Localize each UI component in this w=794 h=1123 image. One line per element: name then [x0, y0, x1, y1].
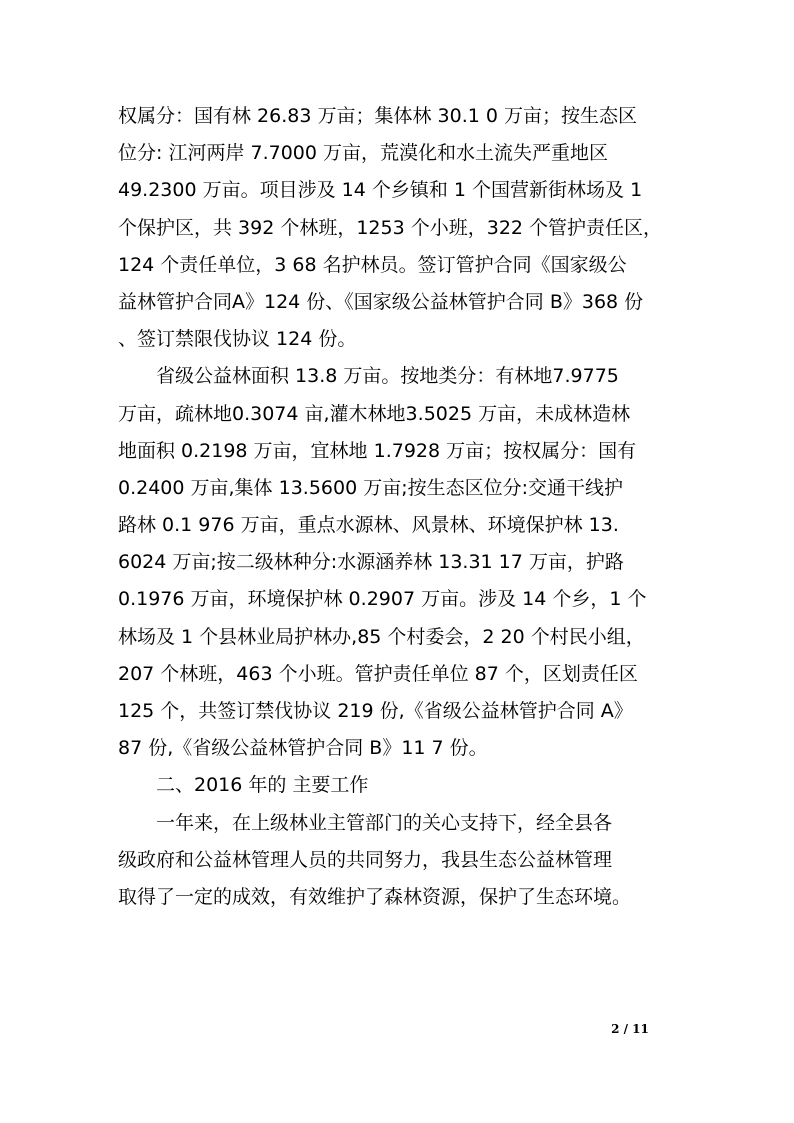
text-line: 87 份,《省级公益林管护合同 B》11 7 份。: [118, 737, 488, 760]
text-line: 6024 万亩;按二级林种分:水源涵养林 13.31 17 万亩，护路: [118, 551, 624, 574]
text-line: 0.2400 万亩,集体 13.5600 万亩;按生态区位分:交通干线护: [118, 476, 624, 499]
section-heading: 二、2016 年的 主要工作: [118, 774, 369, 797]
text-line: 取得了一定的成效，有效维护了森林资源，保护了生态环境。: [118, 885, 632, 908]
text-line: 位分: 江河两岸 7.7000 万亩，荒漠化和水土流失严重地区: [118, 142, 609, 165]
text-line: 49.2300 万亩。项目涉及 14 个乡镇和 1 个国营新街林场及 1: [118, 179, 643, 202]
text-line: 0.1976 万亩，环境保护林 0.2907 万亩。涉及 14 个乡，1 个: [118, 588, 647, 611]
text-line: 个保护区，共 392 个林班，1253 个小班，322 个管护责任区，: [118, 216, 663, 239]
body-text: [118, 98, 676, 916]
text-line: 林场及 1 个县林业局护林办,85 个村委会，2 20 个村民小组，: [118, 625, 645, 648]
text-line: 207 个林班，463 个小班。管护责任单位 87 个，区划责任区: [118, 662, 638, 685]
text-line: 125 个，共签订禁伐协议 219 份,《省级公益林管护合同 A》: [118, 700, 633, 722]
text-line: 级政府和公益林管理人员的共同努力，我县生态公益林管理: [118, 848, 613, 871]
text-line: 一年来，在上级林业主管部门的关心支持下，经全县各: [118, 811, 613, 834]
text-line: 地面积 0.2198 万亩，宜林地 1.7928 万亩；按权属分：国有: [118, 439, 637, 462]
text-line: 权属分：国有林 26.83 万亩；集体林 30.1 0 万亩；按生态区: [118, 105, 637, 127]
page-number: 2 / 11: [611, 1022, 649, 1036]
text-line: 益林管护合同A》124 份、《国家级公益林管护合同 B》368 份: [118, 290, 644, 313]
text-line: 路林 0.1 976 万亩，重点水源林、风景林、环境保护林 13.: [118, 514, 619, 537]
text-line: 124 个责任单位，3 68 名护林员。签订管护合同《国家级公: [118, 253, 627, 276]
text-line: 、签订禁限伐协议 124 份。: [118, 328, 357, 351]
text-line: 省级公益林面积 13.8 万亩。按地类分：有林地7.9775: [118, 365, 619, 388]
text-line: 万亩，疏林地0.3074 亩,灌木林地3.5025 万亩，未成林造林: [118, 402, 631, 425]
